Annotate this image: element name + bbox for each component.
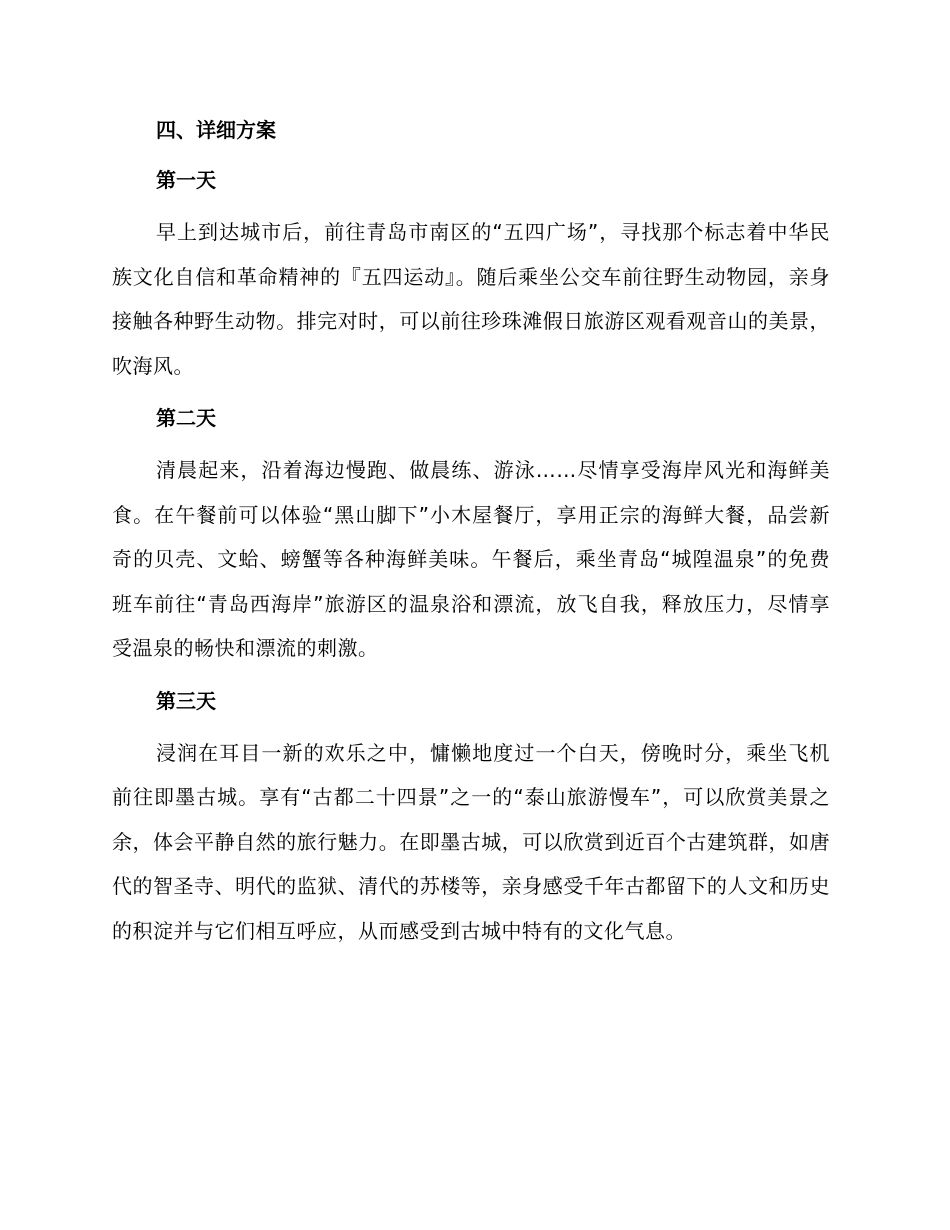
document-body	[112, 112, 830, 953]
day-paragraph: 早上到达城市后，前往青岛市南区的“五四广场”，寻找那个标志着中华民族文化自信和革命精神的『五四运动』。随后乘坐公交车前往野生动物园，亲身接触各种野生动物。排完对时，可以前往珍珠滩假日旅游区观看观音山的美景，吹海风。	[112, 220, 830, 378]
day-paragraph: 清晨起来，沿着海边慢跑、做晨练、游泳……尽情享受海岸风光和海鲜美食。在午餐前可以体验“黑山脚下”小木屋餐厅，享用正宗的海鲜大餐，品尝新奇的贝壳、文蛤、螃蟹等各种海鲜美味。午餐后，乘坐青岛“城隍温泉”的免费班车前往“青岛西海岸”旅游区的温泉浴和漂流，放飞自我，释放压力，尽情享受温泉的畅快和漂流的刺激。	[112, 458, 830, 660]
day-section-1	[112, 162, 830, 400]
day-heading: 第二天	[156, 406, 216, 430]
section-title: 四、详细方案	[156, 118, 276, 142]
day-paragraph: 浸润在耳目一新的欢乐之中，慵懒地度过一个白天，傍晚时分，乘坐飞机前往即墨古城。享有“古都二十四景”之一的“泰山旅游慢车”，可以欣赏美景之余，体会平静自然的旅行魅力。在即墨古城，可以欣赏到近百个古建筑群，如唐代的智圣寺、明代的监狱、清代的苏楼等，亲身感受千年古都留下的人文和历史的积淀并与它们相互呼应，从而感受到古城中特有的文化气息。	[112, 740, 830, 943]
day-heading: 第一天	[156, 168, 216, 192]
day-section-3	[112, 683, 830, 954]
day-section-2	[112, 400, 830, 683]
day-heading: 第三天	[156, 688, 216, 713]
